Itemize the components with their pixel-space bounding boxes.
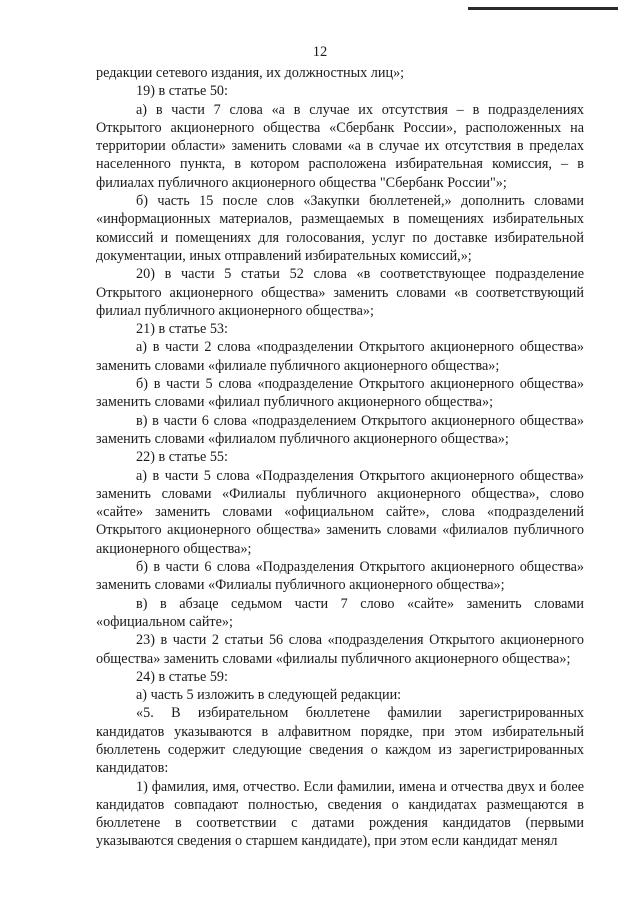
paragraph-item-24a: а) часть 5 изложить в следующей редакции: — [136, 687, 402, 704]
paragraph-item-19: 19) в статье 50: — [136, 83, 228, 100]
paragraph-item-21a: а) в части 2 слова «подразделении Открытого акционерного общества» заменить словами «филиале публичного акционерного общества»; — [96, 339, 584, 374]
paragraph-item-24: 24) в статье 59: — [136, 668, 228, 685]
paragraph-item-22a: а) в части 5 слова «Подразделения Открытого акционерного общества» заменить словами «Филиалы публичного акционерного общества», слово «сайте» заменить словами «официальном сайте», слова «подразделений Открытого акционерного общества» заменить словами «филиалов публичного акционерного общества»; — [96, 467, 584, 557]
paragraph-item-19a: а) в части 7 слова «а в случае их отсутствия – в подразделениях Открытого акционерного общества «Сбербанк России», расположенных на территории области» заменить словами «а в случае их отсутствия в пределах населенного пункта, в котором расположена избирательная комиссия, – в филиалах публичного акционерного общества "Сбербанк России"»; — [96, 101, 584, 191]
paragraph-item-21b: б) в части 5 слова «подразделение Открытого акционерного общества» заменить словами «филиал публичного акционерного общества»; — [96, 376, 584, 411]
paragraph-item-23: 23) в части 2 статьи 56 слова «подразделения Открытого акционерного общества» заменить словами «филиалы публичного акционерного общества»; — [96, 632, 584, 667]
page-number: 12 — [312, 44, 328, 60]
paragraph-item-21c: в) в части 6 слова «подразделением Открытого акционерного общества» заменить словами «филиалом публичного акционерного общества»; — [96, 412, 584, 447]
paragraph-item-20: 20) в части 5 статьи 52 слова «в соответствующее подразделение Открытого акционерного общества» заменить словами «в соответствующий филиал публичного акционерного общества»; — [96, 266, 584, 319]
paragraph-item-22: 22) в статье 55: — [136, 449, 228, 466]
paragraph-item-19b: б) часть 15 после слов «Закупки бюллетеней,» дополнить словами «информационных материалов, размещаемых в помещениях избирательных комиссий и помещениях для голосования, услуг по доставке избирательной документации, иных отправлений избирательных комиссий,»; — [96, 193, 584, 264]
paragraph-continuation: редакции сетевого издания, их должностных лиц»; — [96, 65, 405, 81]
paragraph-item-22c: в) в абзаце седьмом части 7 слово «сайте» заменить словами «официальном сайте»; — [96, 595, 584, 630]
top-edge-rule — [468, 7, 618, 10]
paragraph-quoted-item-1: 1) фамилия, имя, отчество. Если фамилии, имена и отчества двух и более кандидатов совпадают полностью, сведения о кандидатах размещаются в бюллетене в соответствии с датами рождения кандидатов (первыми указываются сведения о старшем кандидате), при этом если кандидат менял — [96, 778, 584, 850]
paragraph-item-21: 21) в статье 53: — [136, 321, 228, 338]
paragraph-quoted-part-5: «5. В избирательном бюллетене фамилии зарегистрированных кандидатов указываются в алфавитном порядке, при этом избирательный бюллетень содержит следующие сведения о каждом из зарегистрированных кандидатов: — [96, 705, 584, 777]
paragraph-item-22b: б) в части 6 слова «Подразделения Открытого акционерного общества» заменить словами «Филиалы публичного акционерного общества»; — [96, 559, 584, 594]
document-body — [96, 64, 584, 851]
